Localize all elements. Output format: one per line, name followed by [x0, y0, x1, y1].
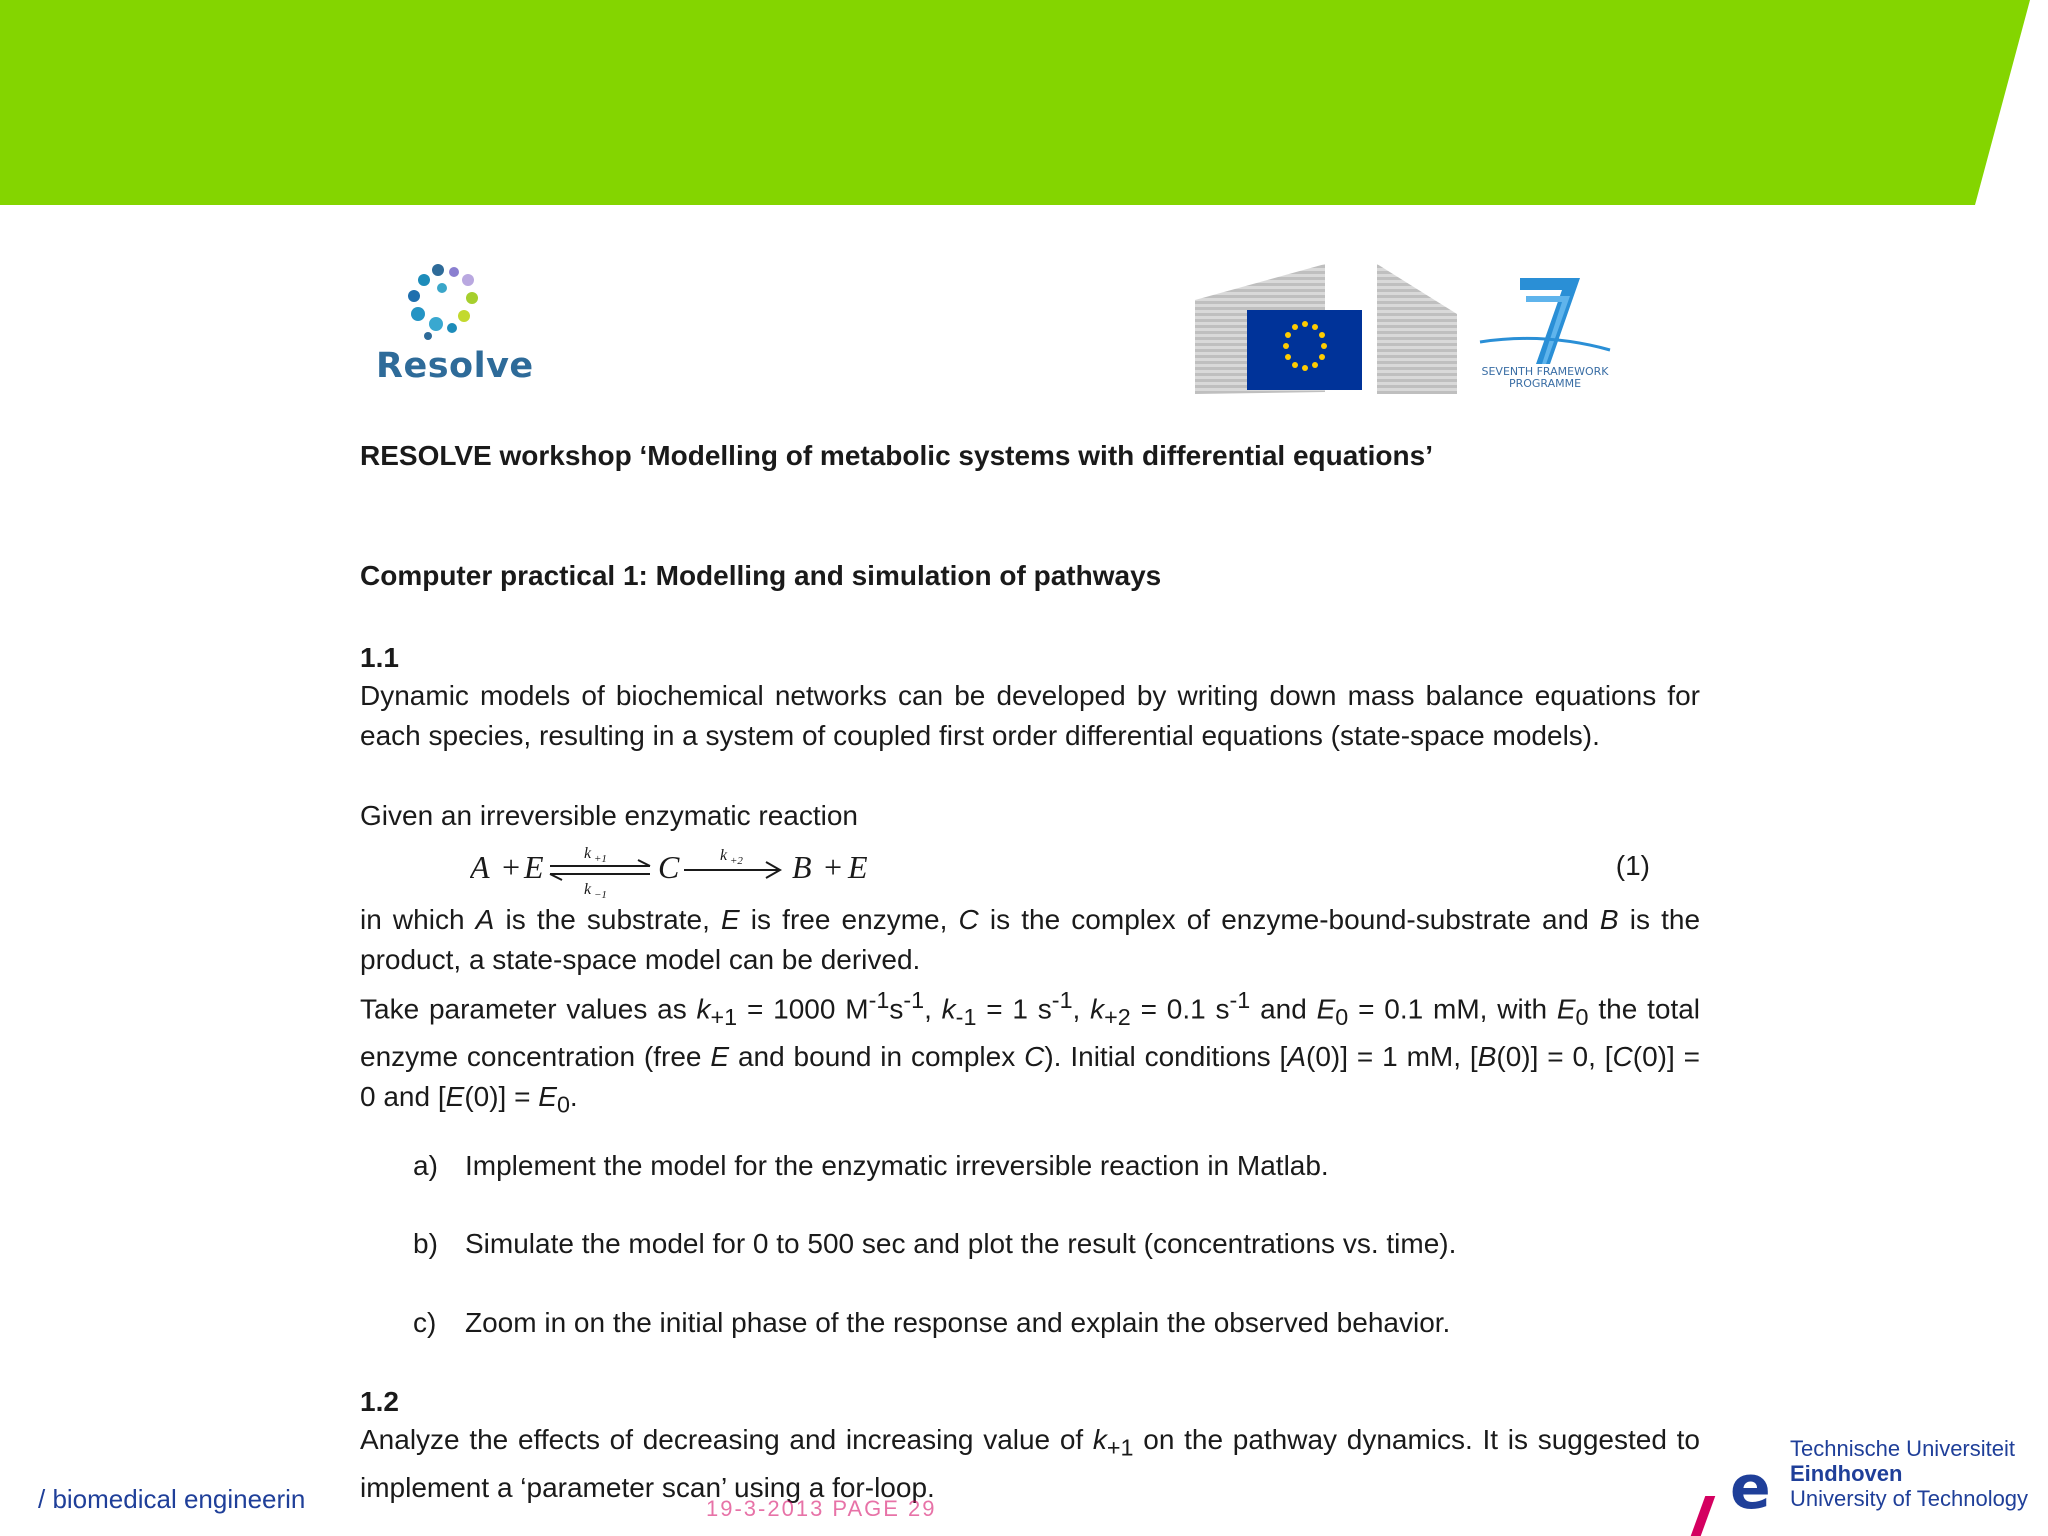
resolve-wordmark: Resolve	[376, 346, 534, 386]
section-number-1-2: 1.2	[360, 1386, 399, 1417]
svg-text:+: +	[822, 849, 844, 885]
paragraph-parameters: Take parameter values as $k_{+1} = 1000$ $M^{-1}s^{-1}$, $k_{-1} = 1$ $s^{-1}$, $k_{+2} = 0.1$ $s^{-1}$ and $E_0 = 0.1$ mM, with $E_0$ the total enzyme concentration (free E and bound in complex C). Initial conditions [A(0)] = 1 mM, [B(0)] = 0, [C(0)] = 0 and $[E(0)] = E_0$.	[360, 987, 1701, 1118]
tue-line-3: University of Technology	[1790, 1486, 2029, 1511]
tue-line-2: Eindhoven	[1790, 1461, 1903, 1486]
header-band	[0, 0, 2048, 205]
equation-number: (1)	[1615, 850, 1650, 881]
resolve-logo	[372, 262, 534, 392]
svg-text:E: E	[848, 849, 868, 885]
paragraph-given: Given an irreversible enzymatic reaction	[360, 800, 858, 831]
tue-e-icon: e	[1730, 1453, 1771, 1523]
tue-logo	[1728, 1436, 2048, 1536]
tue-line-1: Technische Universiteit	[1790, 1436, 2015, 1461]
eu-commission-logo	[1195, 262, 1460, 400]
list-item: c) Zoom in on the initial phase of the response and explain the observed behavior.	[413, 1307, 1451, 1338]
resolve-dots-icon	[400, 262, 490, 344]
footer-department: / biomedical engineerin	[38, 1484, 306, 1514]
fp7-caption: SEVENTH FRAMEWORK PROGRAMME	[1481, 365, 1609, 390]
list-item: b) Simulate the model for 0 to 500 sec and plot the result (concentrations vs. time).	[413, 1228, 1457, 1259]
svg-text:C: C	[658, 849, 680, 885]
svg-text:+1: +1	[594, 853, 607, 865]
paragraph-definitions: in which A is the substrate, E is free enzyme, C is the complex of enzyme-bound-substrate and B is the product, a state-space model can be derived.	[360, 904, 1701, 975]
svg-text:+2: +2	[730, 855, 743, 867]
paragraph-1-2: Analyze the effects of decreasing and increasing value of $k_{+1}$ on the pathway dynamics. It is suggested to implement a ‘parameter scan’ using a for-loop.	[360, 1424, 1700, 1503]
svg-text:k: k	[584, 881, 592, 898]
workshop-title: RESOLVE workshop ‘Modelling of metabolic systems with differential equations’	[360, 440, 1433, 471]
svg-text:+: +	[500, 849, 522, 885]
section-number-1-1: 1.1	[360, 642, 399, 673]
footer-date-page: 19-3-2013 PAGE 29	[706, 1496, 937, 1521]
svg-text:−1: −1	[594, 889, 607, 898]
equation-formula	[470, 838, 890, 898]
reaction-equation	[360, 838, 1650, 898]
practical-title: Computer practical 1: Modelling and simulation of pathways	[360, 560, 1162, 591]
fp7-seven-icon	[1470, 272, 1620, 367]
svg-text:k: k	[720, 847, 728, 864]
svg-text:B: B	[792, 849, 812, 885]
paragraph-intro: Dynamic models of biochemical networks can be developed by writing down mass balance equations for each species, resulting in a system of coupled first order differential equations (state-space models).	[360, 680, 1700, 751]
svg-text:E: E	[524, 849, 544, 885]
fp7-logo	[1470, 272, 1620, 397]
svg-text:A: A	[470, 849, 490, 885]
list-item: a) Implement the model for the enzymatic irreversible reaction in Matlab.	[413, 1150, 1329, 1181]
svg-text:k: k	[584, 845, 592, 862]
